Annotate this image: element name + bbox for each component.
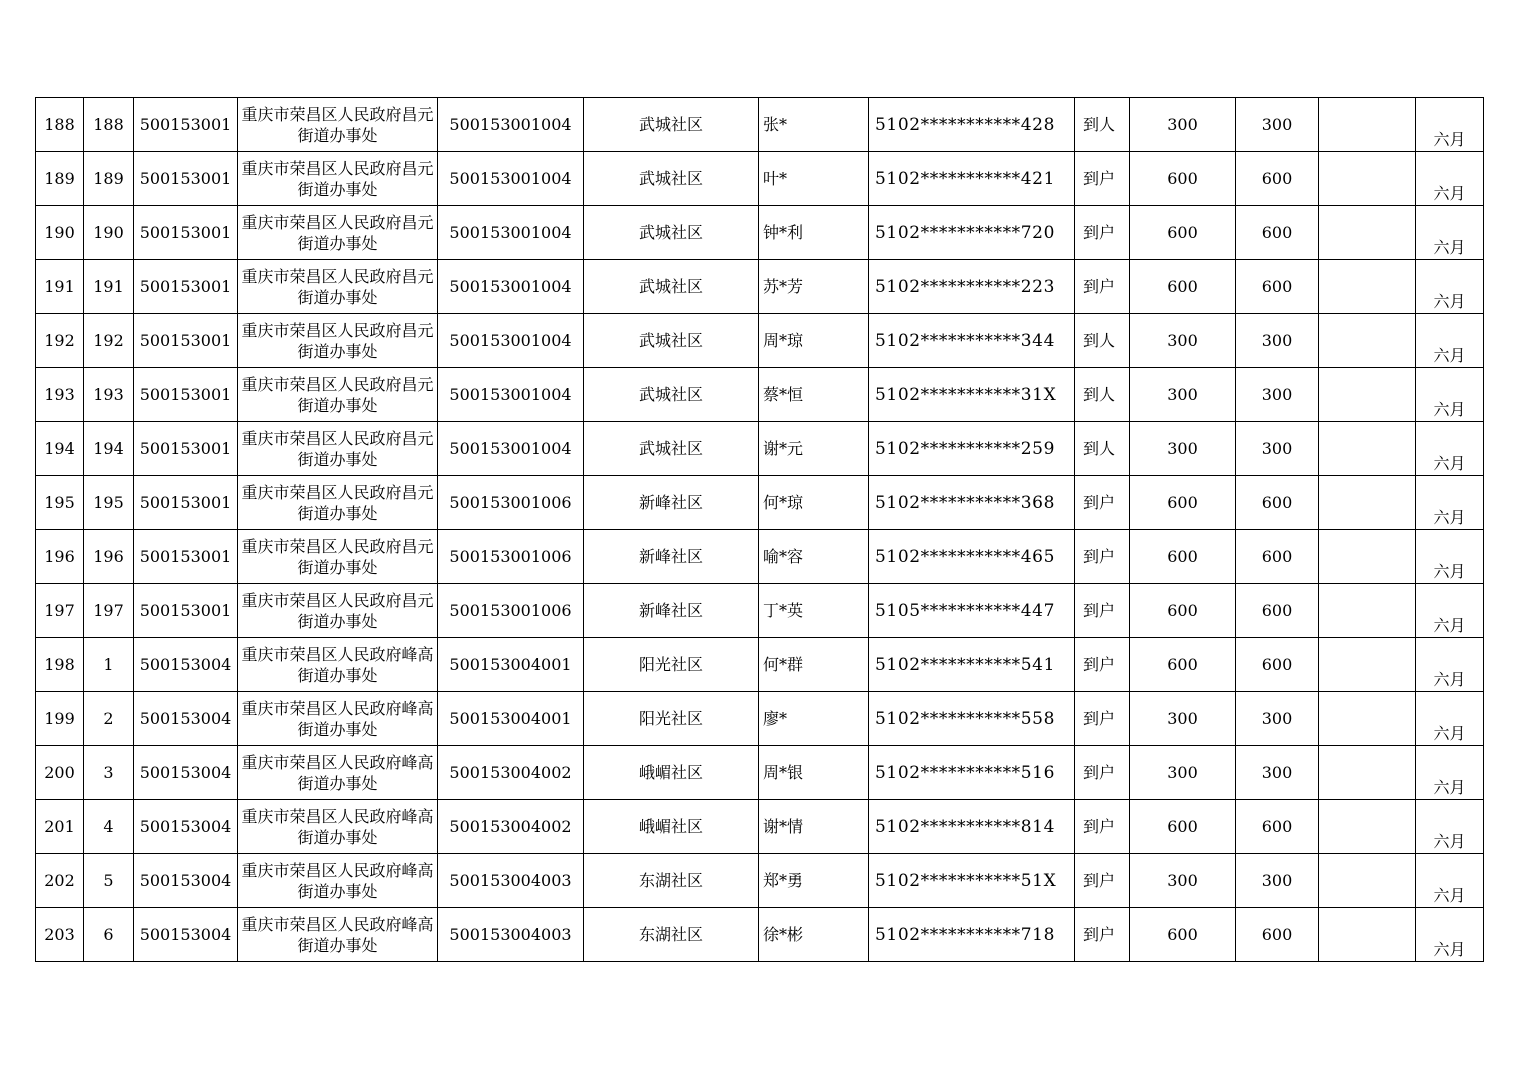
cell-unit-code: 500153001 [134, 422, 238, 476]
cell-id-number: 5105***********447 [869, 584, 1075, 638]
cell-unit-code: 500153001 [134, 98, 238, 152]
cell-amount-1: 600 [1130, 638, 1236, 692]
cell-month: 六月 [1416, 152, 1484, 206]
cell-name: 钟*利 [759, 206, 869, 260]
cell-amount-1: 600 [1130, 908, 1236, 962]
cell-name: 蔡*恒 [759, 368, 869, 422]
cell-seq: 198 [36, 638, 84, 692]
cell-seq: 188 [36, 98, 84, 152]
cell-community: 阳光社区 [584, 692, 759, 746]
cell-id-number: 5102***********344 [869, 314, 1075, 368]
cell-seq: 203 [36, 908, 84, 962]
cell-community: 峨嵋社区 [584, 800, 759, 854]
cell-unit-code: 500153001 [134, 206, 238, 260]
cell-amount-1: 300 [1130, 746, 1236, 800]
cell-month: 六月 [1416, 260, 1484, 314]
cell-unit-code: 500153004 [134, 800, 238, 854]
cell-type: 到户 [1075, 206, 1130, 260]
cell-unit-name: 重庆市荣昌区人民政府昌元街道办事处 [238, 422, 438, 476]
cell-seq: 202 [36, 854, 84, 908]
cell-unit-code: 500153001 [134, 314, 238, 368]
cell-unit-code: 500153001 [134, 260, 238, 314]
cell-sub-seq: 196 [84, 530, 134, 584]
cell-type: 到户 [1075, 584, 1130, 638]
cell-note [1319, 152, 1416, 206]
cell-sub-seq: 189 [84, 152, 134, 206]
cell-type: 到人 [1075, 422, 1130, 476]
cell-id-number: 5102***********814 [869, 800, 1075, 854]
cell-type: 到户 [1075, 908, 1130, 962]
cell-amount-1: 600 [1130, 530, 1236, 584]
cell-name: 喻*容 [759, 530, 869, 584]
cell-id-number: 5102***********541 [869, 638, 1075, 692]
table-row [36, 476, 1484, 530]
cell-type: 到户 [1075, 746, 1130, 800]
cell-name: 苏*芳 [759, 260, 869, 314]
cell-month: 六月 [1416, 800, 1484, 854]
cell-unit-name: 重庆市荣昌区人民政府昌元街道办事处 [238, 260, 438, 314]
cell-community: 武城社区 [584, 152, 759, 206]
cell-unit-name: 重庆市荣昌区人民政府昌元街道办事处 [238, 530, 438, 584]
cell-type: 到户 [1075, 152, 1130, 206]
cell-seq: 196 [36, 530, 84, 584]
cell-amount-2: 600 [1236, 908, 1319, 962]
cell-name: 谢*元 [759, 422, 869, 476]
table-row [36, 800, 1484, 854]
cell-note [1319, 800, 1416, 854]
cell-id-number: 5102***********259 [869, 422, 1075, 476]
cell-type: 到户 [1075, 638, 1130, 692]
cell-id-number: 5102***********720 [869, 206, 1075, 260]
cell-sub-seq: 3 [84, 746, 134, 800]
cell-unit-name: 重庆市荣昌区人民政府峰高街道办事处 [238, 854, 438, 908]
cell-amount-1: 300 [1130, 314, 1236, 368]
cell-note [1319, 206, 1416, 260]
cell-id-number: 5102***********368 [869, 476, 1075, 530]
cell-community: 新峰社区 [584, 584, 759, 638]
cell-community-code: 500153001004 [438, 314, 584, 368]
cell-community-code: 500153001004 [438, 206, 584, 260]
table-row [36, 314, 1484, 368]
cell-type: 到户 [1075, 476, 1130, 530]
cell-unit-name: 重庆市荣昌区人民政府昌元街道办事处 [238, 152, 438, 206]
cell-month: 六月 [1416, 908, 1484, 962]
cell-community-code: 500153004001 [438, 692, 584, 746]
cell-note [1319, 746, 1416, 800]
cell-seq: 197 [36, 584, 84, 638]
cell-name: 谢*情 [759, 800, 869, 854]
cell-community-code: 500153004002 [438, 800, 584, 854]
cell-seq: 189 [36, 152, 84, 206]
cell-type: 到户 [1075, 530, 1130, 584]
cell-amount-2: 300 [1236, 746, 1319, 800]
cell-amount-2: 300 [1236, 854, 1319, 908]
cell-amount-2: 600 [1236, 260, 1319, 314]
cell-unit-code: 500153001 [134, 584, 238, 638]
cell-amount-1: 300 [1130, 98, 1236, 152]
cell-seq: 193 [36, 368, 84, 422]
table-body [36, 98, 1484, 962]
table-row [36, 98, 1484, 152]
cell-seq: 200 [36, 746, 84, 800]
cell-community-code: 500153001004 [438, 152, 584, 206]
cell-name: 郑*勇 [759, 854, 869, 908]
cell-unit-name: 重庆市荣昌区人民政府峰高街道办事处 [238, 746, 438, 800]
cell-amount-2: 600 [1236, 206, 1319, 260]
cell-month: 六月 [1416, 98, 1484, 152]
cell-amount-1: 300 [1130, 422, 1236, 476]
cell-community-code: 500153004001 [438, 638, 584, 692]
cell-month: 六月 [1416, 476, 1484, 530]
cell-community: 东湖社区 [584, 908, 759, 962]
cell-sub-seq: 190 [84, 206, 134, 260]
cell-note [1319, 584, 1416, 638]
cell-name: 丁*英 [759, 584, 869, 638]
cell-name: 何*琼 [759, 476, 869, 530]
cell-unit-name: 重庆市荣昌区人民政府昌元街道办事处 [238, 476, 438, 530]
table-row [36, 530, 1484, 584]
cell-community: 新峰社区 [584, 530, 759, 584]
cell-note [1319, 530, 1416, 584]
cell-note [1319, 260, 1416, 314]
cell-month: 六月 [1416, 584, 1484, 638]
cell-sub-seq: 2 [84, 692, 134, 746]
cell-unit-name: 重庆市荣昌区人民政府峰高街道办事处 [238, 800, 438, 854]
cell-month: 六月 [1416, 854, 1484, 908]
cell-community: 武城社区 [584, 368, 759, 422]
cell-amount-2: 600 [1236, 584, 1319, 638]
cell-month: 六月 [1416, 746, 1484, 800]
table-row [36, 854, 1484, 908]
cell-id-number: 5102***********51X [869, 854, 1075, 908]
cell-community: 武城社区 [584, 260, 759, 314]
cell-amount-1: 600 [1130, 206, 1236, 260]
cell-month: 六月 [1416, 314, 1484, 368]
cell-sub-seq: 197 [84, 584, 134, 638]
cell-amount-1: 300 [1130, 692, 1236, 746]
cell-amount-1: 600 [1130, 476, 1236, 530]
cell-month: 六月 [1416, 422, 1484, 476]
cell-community-code: 500153004003 [438, 908, 584, 962]
cell-amount-2: 600 [1236, 530, 1319, 584]
cell-sub-seq: 195 [84, 476, 134, 530]
cell-unit-name: 重庆市荣昌区人民政府峰高街道办事处 [238, 692, 438, 746]
cell-note [1319, 476, 1416, 530]
cell-name: 廖* [759, 692, 869, 746]
cell-unit-code: 500153004 [134, 746, 238, 800]
table-row [36, 152, 1484, 206]
cell-sub-seq: 191 [84, 260, 134, 314]
table-row [36, 584, 1484, 638]
cell-amount-2: 600 [1236, 638, 1319, 692]
cell-community: 武城社区 [584, 206, 759, 260]
cell-month: 六月 [1416, 692, 1484, 746]
cell-seq: 190 [36, 206, 84, 260]
cell-amount-1: 300 [1130, 854, 1236, 908]
cell-unit-code: 500153004 [134, 638, 238, 692]
beneficiary-table [35, 97, 1484, 962]
cell-name: 徐*彬 [759, 908, 869, 962]
cell-unit-name: 重庆市荣昌区人民政府昌元街道办事处 [238, 314, 438, 368]
cell-note [1319, 908, 1416, 962]
cell-seq: 194 [36, 422, 84, 476]
cell-community: 峨嵋社区 [584, 746, 759, 800]
cell-seq: 191 [36, 260, 84, 314]
cell-id-number: 5102***********465 [869, 530, 1075, 584]
cell-id-number: 5102***********421 [869, 152, 1075, 206]
table-row [36, 368, 1484, 422]
cell-amount-2: 300 [1236, 422, 1319, 476]
cell-community-code: 500153001006 [438, 530, 584, 584]
cell-unit-code: 500153004 [134, 692, 238, 746]
cell-amount-1: 600 [1130, 584, 1236, 638]
cell-note [1319, 692, 1416, 746]
cell-type: 到户 [1075, 800, 1130, 854]
cell-unit-code: 500153004 [134, 854, 238, 908]
cell-unit-code: 500153001 [134, 530, 238, 584]
cell-unit-code: 500153001 [134, 368, 238, 422]
cell-community-code: 500153004003 [438, 854, 584, 908]
cell-month: 六月 [1416, 206, 1484, 260]
table-row [36, 638, 1484, 692]
cell-unit-code: 500153004 [134, 908, 238, 962]
cell-amount-1: 600 [1130, 260, 1236, 314]
cell-community-code: 500153001004 [438, 260, 584, 314]
cell-type: 到人 [1075, 314, 1130, 368]
cell-name: 周*银 [759, 746, 869, 800]
cell-note [1319, 368, 1416, 422]
cell-month: 六月 [1416, 368, 1484, 422]
cell-amount-2: 300 [1236, 98, 1319, 152]
cell-sub-seq: 4 [84, 800, 134, 854]
cell-note [1319, 638, 1416, 692]
cell-unit-name: 重庆市荣昌区人民政府昌元街道办事处 [238, 98, 438, 152]
cell-unit-name: 重庆市荣昌区人民政府峰高街道办事处 [238, 908, 438, 962]
cell-sub-seq: 1 [84, 638, 134, 692]
cell-amount-2: 600 [1236, 800, 1319, 854]
cell-unit-name: 重庆市荣昌区人民政府昌元街道办事处 [238, 584, 438, 638]
cell-id-number: 5102***********718 [869, 908, 1075, 962]
cell-sub-seq: 192 [84, 314, 134, 368]
cell-id-number: 5102***********428 [869, 98, 1075, 152]
cell-note [1319, 98, 1416, 152]
table-row [36, 260, 1484, 314]
cell-community-code: 500153001006 [438, 584, 584, 638]
cell-month: 六月 [1416, 638, 1484, 692]
cell-amount-1: 300 [1130, 368, 1236, 422]
cell-amount-2: 300 [1236, 368, 1319, 422]
cell-amount-1: 600 [1130, 800, 1236, 854]
table-row [36, 908, 1484, 962]
cell-community-code: 500153004002 [438, 746, 584, 800]
cell-community-code: 500153001006 [438, 476, 584, 530]
cell-amount-1: 600 [1130, 152, 1236, 206]
cell-type: 到户 [1075, 692, 1130, 746]
table-row [36, 422, 1484, 476]
cell-name: 张* [759, 98, 869, 152]
cell-type: 到户 [1075, 260, 1130, 314]
table-row [36, 206, 1484, 260]
cell-sub-seq: 5 [84, 854, 134, 908]
table-row [36, 692, 1484, 746]
cell-seq: 192 [36, 314, 84, 368]
cell-id-number: 5102***********558 [869, 692, 1075, 746]
cell-name: 何*群 [759, 638, 869, 692]
cell-sub-seq: 194 [84, 422, 134, 476]
cell-community-code: 500153001004 [438, 368, 584, 422]
cell-amount-2: 300 [1236, 314, 1319, 368]
cell-community: 武城社区 [584, 98, 759, 152]
cell-note [1319, 422, 1416, 476]
cell-community-code: 500153001004 [438, 98, 584, 152]
cell-id-number: 5102***********223 [869, 260, 1075, 314]
cell-community: 新峰社区 [584, 476, 759, 530]
cell-note [1319, 314, 1416, 368]
cell-sub-seq: 188 [84, 98, 134, 152]
cell-type: 到人 [1075, 98, 1130, 152]
cell-unit-code: 500153001 [134, 476, 238, 530]
cell-community: 阳光社区 [584, 638, 759, 692]
cell-name: 叶* [759, 152, 869, 206]
cell-unit-name: 重庆市荣昌区人民政府昌元街道办事处 [238, 368, 438, 422]
cell-sub-seq: 193 [84, 368, 134, 422]
cell-unit-name: 重庆市荣昌区人民政府峰高街道办事处 [238, 638, 438, 692]
cell-seq: 199 [36, 692, 84, 746]
cell-seq: 195 [36, 476, 84, 530]
cell-community: 武城社区 [584, 314, 759, 368]
cell-unit-name: 重庆市荣昌区人民政府昌元街道办事处 [238, 206, 438, 260]
cell-community: 武城社区 [584, 422, 759, 476]
cell-month: 六月 [1416, 530, 1484, 584]
cell-amount-2: 600 [1236, 152, 1319, 206]
cell-seq: 201 [36, 800, 84, 854]
cell-id-number: 5102***********31X [869, 368, 1075, 422]
cell-name: 周*琼 [759, 314, 869, 368]
cell-community: 东湖社区 [584, 854, 759, 908]
cell-type: 到户 [1075, 854, 1130, 908]
cell-community-code: 500153001004 [438, 422, 584, 476]
cell-amount-2: 600 [1236, 476, 1319, 530]
cell-id-number: 5102***********516 [869, 746, 1075, 800]
cell-sub-seq: 6 [84, 908, 134, 962]
table-row [36, 746, 1484, 800]
cell-unit-code: 500153001 [134, 152, 238, 206]
cell-note [1319, 854, 1416, 908]
cell-type: 到人 [1075, 368, 1130, 422]
cell-amount-2: 300 [1236, 692, 1319, 746]
